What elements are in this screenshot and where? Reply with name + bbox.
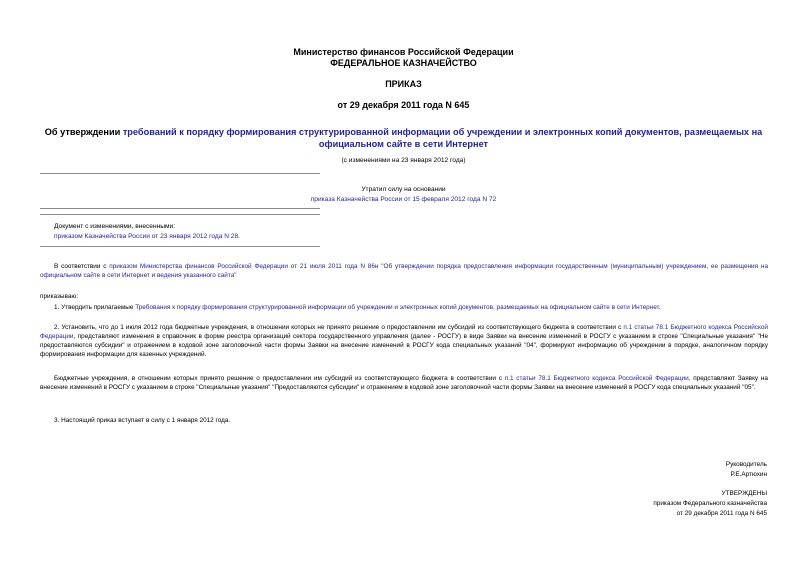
item-2-prefix: 2. Установить, что до 1 июля 2012 года бюджетные учреждения, в отношении которых не принято решение о предоставлении им субсидий из соответствующего бюджета в соответствии с	[54, 324, 624, 331]
item-2-link[interactable]: п.1 статьи 78.1 Бюджетного кодекса Российской Федерации	[40, 324, 768, 340]
doc-date-number: от 29 декабря 2011 года N 645	[337, 100, 470, 110]
preamble-text: В соответствии с	[54, 263, 110, 270]
ministry-name: Министерство финансов Российской Федерации	[293, 47, 514, 57]
item-1-suffix: .	[658, 304, 661, 311]
agency-name: ФЕДЕРАЛЬНОЕ КАЗНАЧЕЙСТВО	[330, 58, 477, 68]
item-2-suffix: , представляют изменения в справочник в форме реестра организаций сектора государственного управления (далее - РОСГУ) в виде Заявки на внесение изменений в РОСГУ с указанием в строке "Специальные указания" "Не предоставляются субсидии" и отражением в кодовой зоне заголовочной части формы Заявки на внесение изменений в РОСГУ кода специальных указаний "04", формируют информацию об учреждении в порядке, аналогичном порядку формирования информации для казенных учреждений.	[40, 333, 768, 358]
preamble-paragraph	[40, 262, 768, 280]
document-title	[40, 126, 767, 150]
signature-position: Руководитель	[725, 461, 767, 468]
title-link[interactable]: требований к порядку формирования структурированной информации об учреждении и электронных копий документов, размещаемых на официальном сайте в сети Интернет	[122, 127, 763, 149]
approval-line-1: УТВЕРЖДЕНЫ	[721, 490, 767, 497]
divider	[40, 246, 320, 247]
invalid-note-label: Утратил силу на основании	[361, 186, 446, 193]
divider	[40, 208, 320, 209]
approval-line-3: от 29 декабря 2011 года N 645	[676, 510, 767, 517]
item-1	[54, 303, 768, 312]
amend-box-link[interactable]: приказом Казначейства России от 23 января 2012 года N 28.	[54, 233, 240, 240]
amend-box-label: Документ с изменениями, внесенными:	[54, 223, 176, 230]
item-3	[40, 374, 768, 392]
item-1-prefix: 1. Утвердить прилагаемые	[54, 304, 136, 311]
item-4: 3. Настоящий приказ вступает в силу с 1 января 2012 года.	[54, 417, 231, 424]
item-3-suffix: , представляют Заявку на внесение изменений в РОСГУ с указанием в строке "Специальные указания" "Предоставляются субсидии" и отражением в кодовой зоне заголовочной части формы Заявки на внесение изменений в РОСГУ кода специальных указаний "05".	[40, 375, 768, 391]
item-3-link[interactable]: п.1 статьи 78.1 Бюджетного кодекса Российской Федерации	[504, 375, 689, 382]
approval-line-2: приказом Федерального казначейства	[653, 500, 767, 507]
invalid-note-link[interactable]: приказа Казначейства России от 15 февраля 2012 года N 72	[310, 196, 497, 203]
item-3-prefix: Бюджетные учреждения, в отношении которых принято решение о предоставлении им субсидий из соответствующего бюджета в соответствии с	[54, 375, 505, 382]
title-prefix: Об утверждении	[44, 127, 123, 137]
item-2	[40, 323, 768, 359]
order-word: приказываю:	[40, 293, 78, 300]
item-1-link[interactable]: Требования к порядку формирования структурированной информации об учреждении и электронных копий документов, размещаемых на официальном сайте в сети Интернет	[135, 304, 659, 311]
signature-name: Р.Е.Артюхин	[730, 471, 767, 478]
divider	[40, 173, 320, 174]
changes-note: (с изменениями на 23 января 2012 года)	[341, 157, 466, 164]
preamble-link[interactable]: приказом Министерства финансов Российской Федерации от 21 июля 2011 года N 86н "Об утверждении порядка предоставления информации государственным (муниципальным) учреждением, ее размещения на официальном сайте в сети Интернет и ведения указанного сайта"	[40, 263, 768, 279]
divider	[40, 214, 320, 215]
doc-type: ПРИКАЗ	[385, 79, 422, 89]
